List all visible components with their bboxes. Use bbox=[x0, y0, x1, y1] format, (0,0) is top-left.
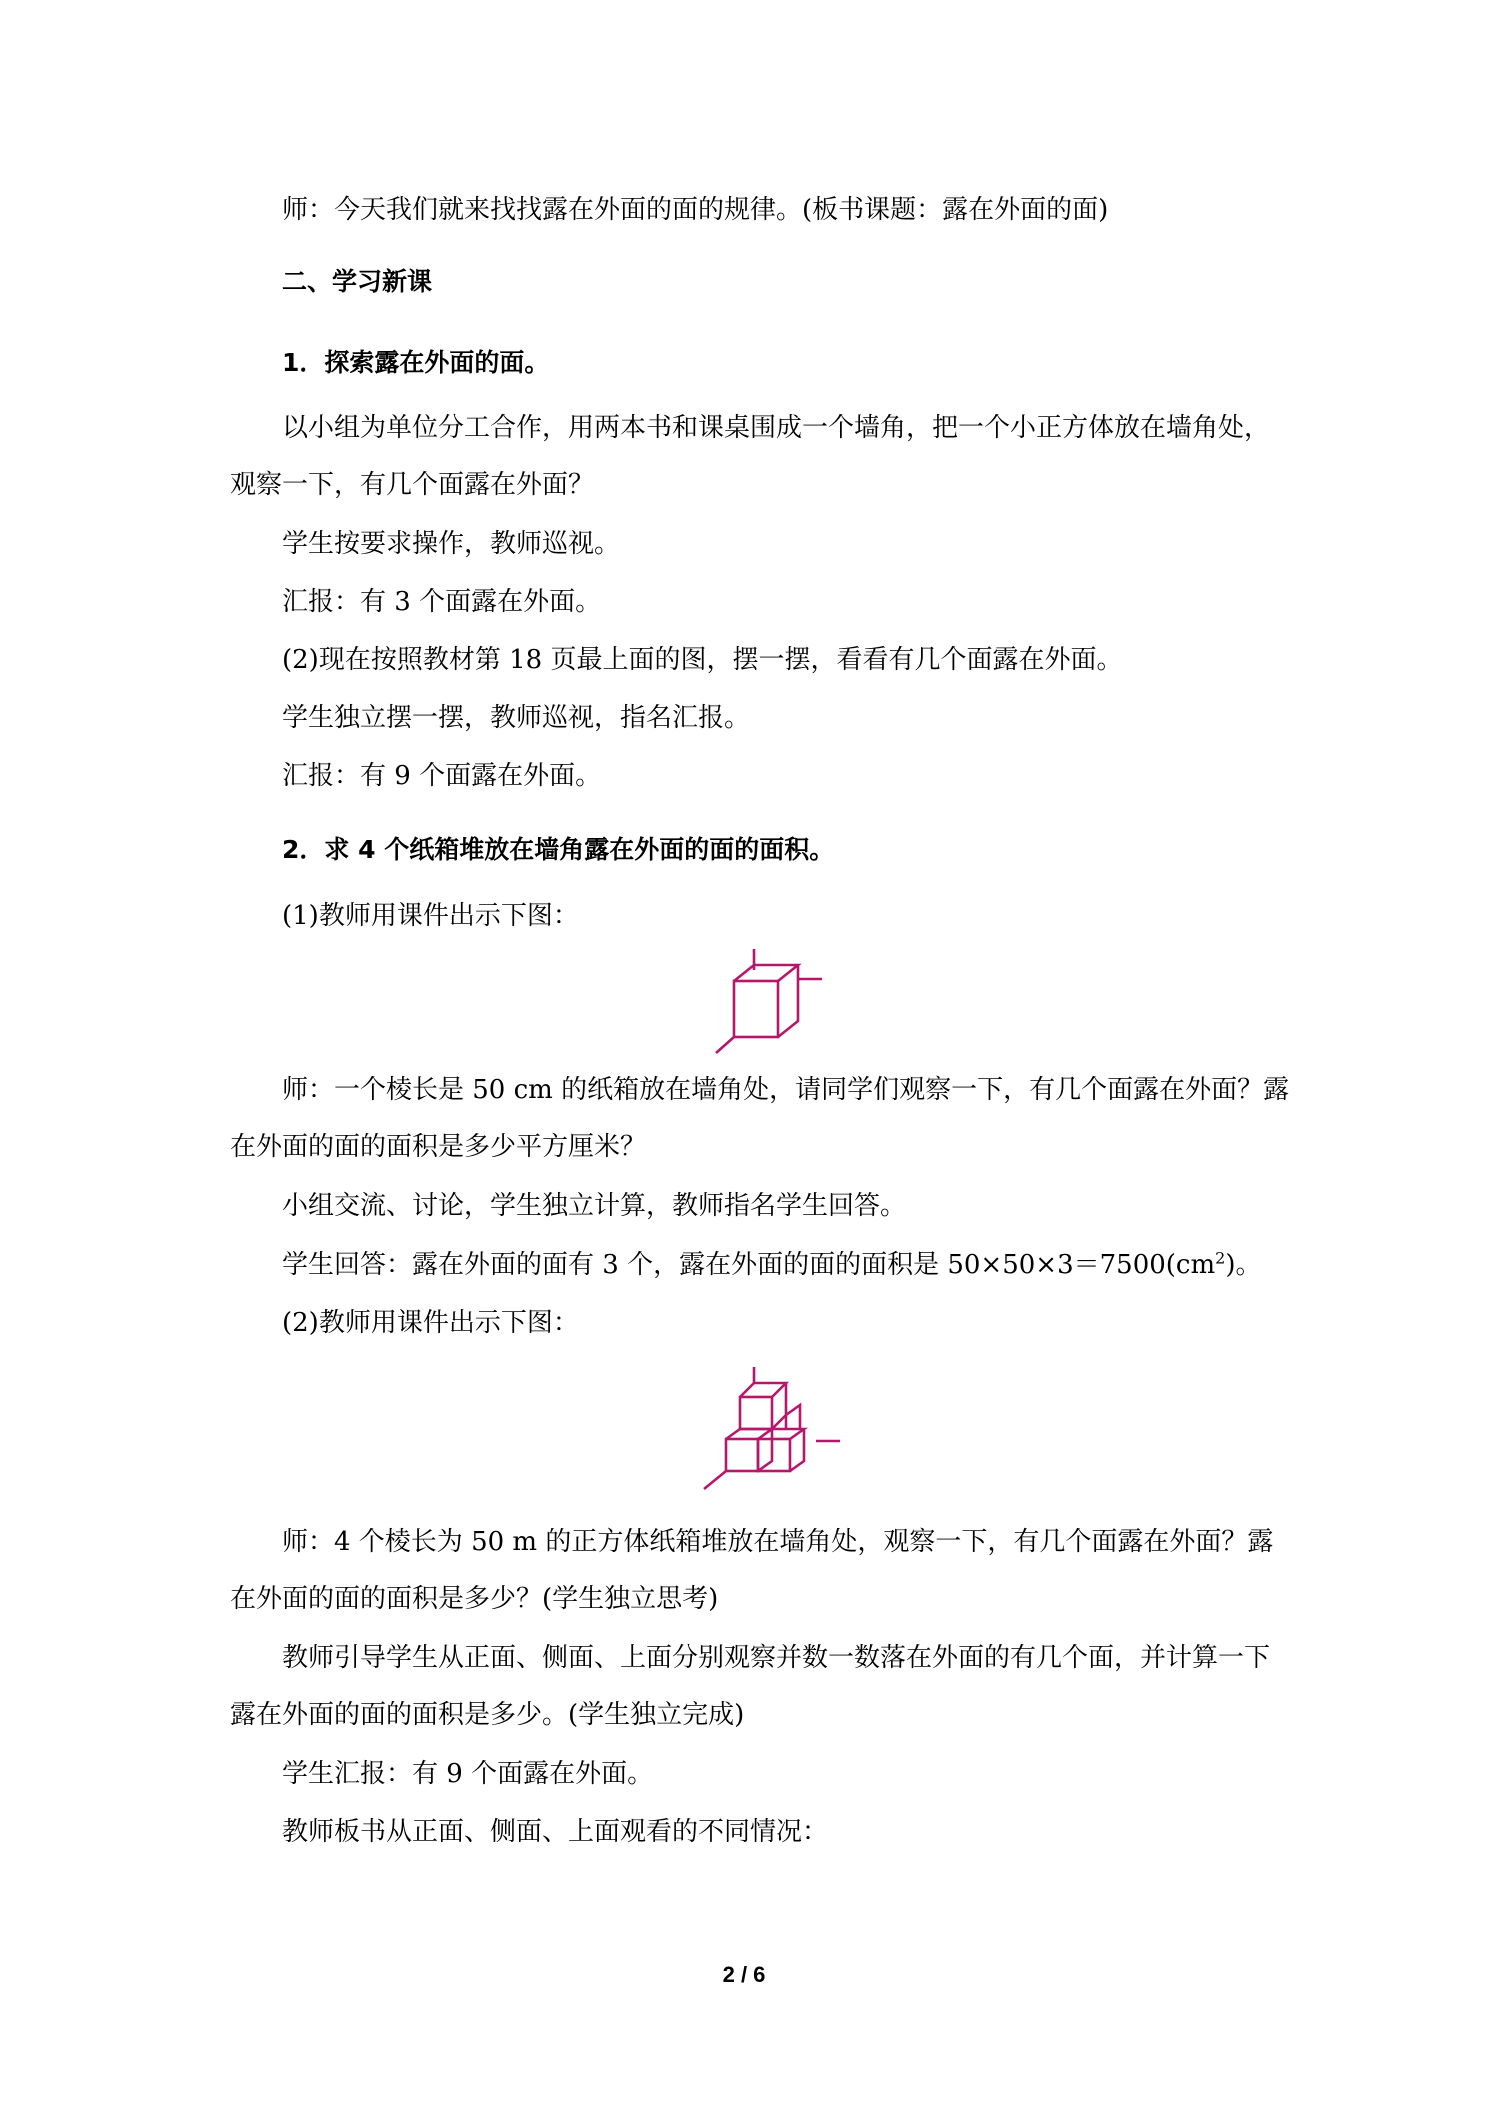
heading-four-boxes: 2．求 4 个纸箱堆放在墙角露在外面的面的面积。 bbox=[282, 835, 835, 864]
paragraph-board-writing: 教师板书从正面、侧面、上面观看的不同情况： bbox=[282, 1817, 829, 1847]
cube-front-face bbox=[734, 981, 778, 1037]
heading-learn-new: 二、学习新课 bbox=[282, 267, 433, 296]
four-cubes-corner-figure bbox=[700, 1365, 840, 1490]
cube-top-face bbox=[734, 965, 798, 981]
paragraph-operate: 学生按要求操作，教师巡视。 bbox=[282, 529, 621, 559]
paragraph-teacher-question-1-line1: 师：一个棱长是 50 cm 的纸箱放在墙角处，请同学们观察一下，有几个面露在外面？露 bbox=[282, 1075, 1290, 1105]
top-cube bbox=[740, 1383, 786, 1429]
paragraph-intro: 师：今天我们就来找找露在外面的面的规律。(板书课题：露在外面的面) bbox=[282, 195, 1109, 225]
answer-superscript: 2 bbox=[1215, 1248, 1226, 1268]
cube-side-face bbox=[778, 965, 798, 1037]
page-number: 2 / 6 bbox=[722, 1962, 766, 1987]
paragraph-teacher-question-1-line2: 在外面的面的面积是多少平方厘米？ bbox=[230, 1132, 647, 1162]
bottom-left-cube bbox=[726, 1429, 772, 1471]
wall-corner-diagonal-line bbox=[704, 1471, 726, 1489]
paragraph-group-work-line2: 观察一下，有几个面露在外面？ bbox=[230, 470, 595, 500]
heading-explore: 1．探索露在外面的面。 bbox=[282, 348, 550, 377]
answer-text: 学生回答：露在外面的面有 3 个，露在外面的面的面积是 50×50×3＝7500(cm bbox=[282, 1250, 1216, 1280]
paragraph-show-figure-1: (1)教师用课件出示下图： bbox=[282, 901, 579, 931]
paragraph-teacher-question-2-line2: 在外面的面的面积是多少？(学生独立思考) bbox=[230, 1584, 719, 1614]
paragraph-independent: 学生独立摆一摆，教师巡视，指名汇报。 bbox=[282, 703, 751, 733]
answer-text-end: )。 bbox=[1225, 1250, 1262, 1280]
paragraph-group-work-line1: 以小组为单位分工合作，用两本书和课桌围成一个墙角，把一个小正方体放在墙角处， bbox=[282, 413, 1271, 443]
paragraph-student-answer bbox=[282, 1245, 1262, 1285]
paragraph-guide-line1: 教师引导学生从正面、侧面、上面分别观察并数一数落在外面的有几个面，并计算一下 bbox=[282, 1643, 1271, 1673]
paragraph-report-9: 汇报：有 9 个面露在外面。 bbox=[282, 761, 602, 791]
paragraph-student-report: 学生汇报：有 9 个面露在外面。 bbox=[282, 1759, 654, 1789]
back-cube bbox=[786, 1405, 800, 1429]
single-cube-corner-figure bbox=[712, 945, 832, 1055]
paragraph-arrange: (2)现在按照教材第 18 页最上面的图，摆一摆，看看有几个面露在外面。 bbox=[282, 645, 1123, 675]
wall-corner-diagonal-line bbox=[716, 1037, 734, 1053]
paragraph-show-figure-2: (2)教师用课件出示下图： bbox=[282, 1308, 579, 1338]
paragraph-guide-line2: 露在外面的面的面积是多少。(学生独立完成) bbox=[230, 1700, 745, 1730]
paragraph-discussion: 小组交流、讨论，学生独立计算，教师指名学生回答。 bbox=[282, 1191, 907, 1221]
paragraph-report-3: 汇报：有 3 个面露在外面。 bbox=[282, 587, 602, 617]
paragraph-teacher-question-2-line1: 师：4 个棱长为 50 m 的正方体纸箱堆放在墙角处，观察一下，有几个面露在外面？露 bbox=[282, 1527, 1274, 1557]
